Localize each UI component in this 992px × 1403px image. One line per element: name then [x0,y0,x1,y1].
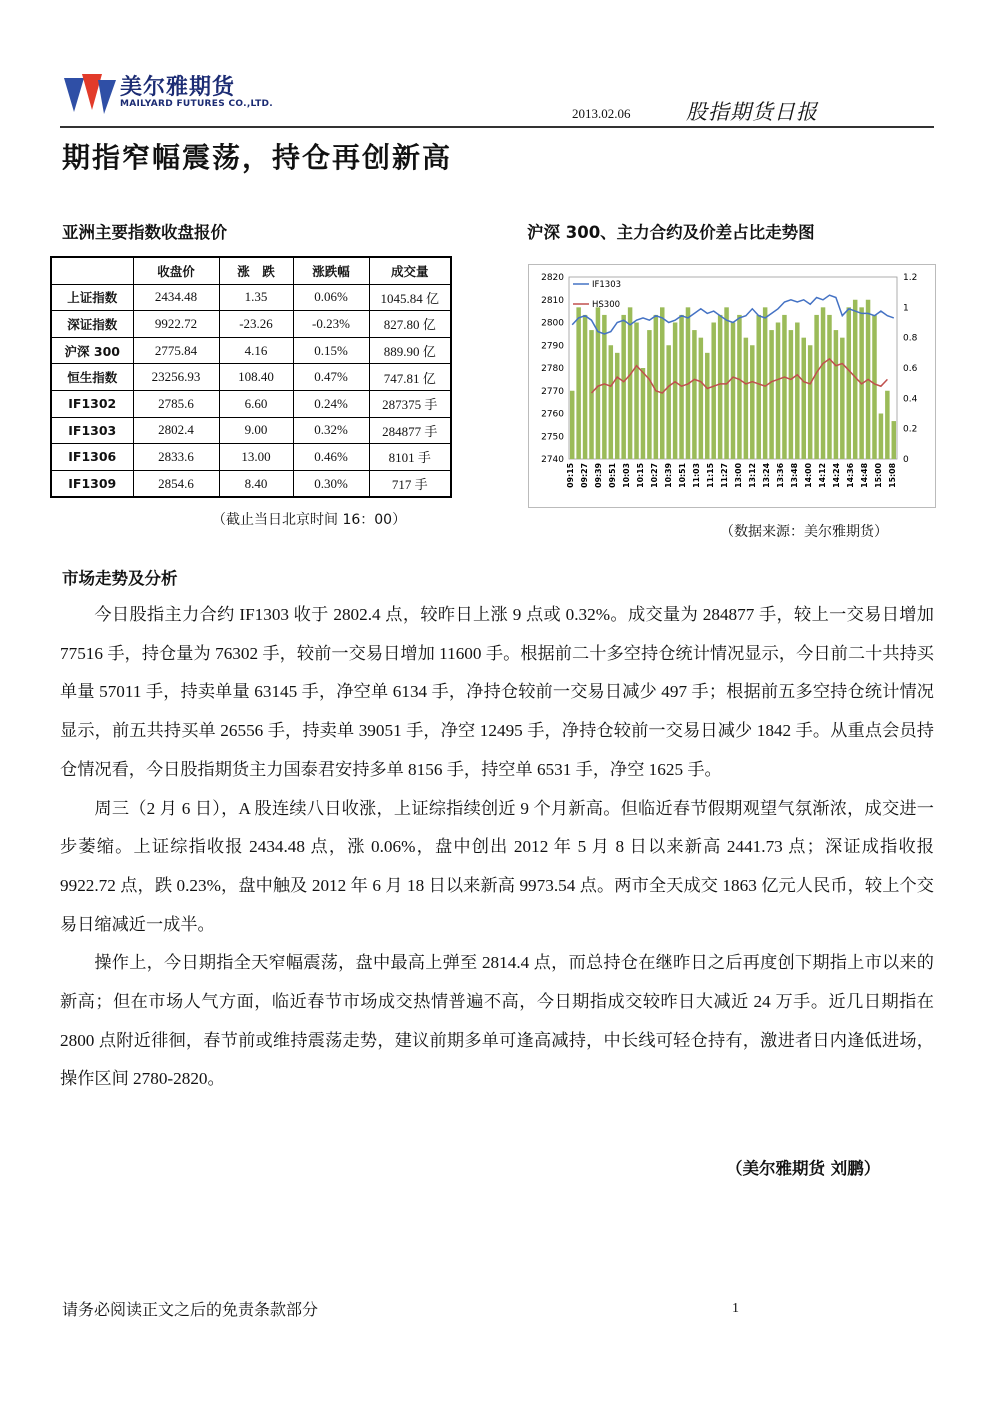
index-change-cell: 13.00 [219,444,293,471]
spread-ratio-bar [892,421,897,459]
index-volume-cell: 284877 手 [369,417,451,444]
y-left-tick-label: 2750 [541,432,564,443]
x-tick-label: 13:00 [734,463,743,488]
report-name: 股指期货日报 [686,100,818,124]
analysis-heading: 市场走势及分析 [62,569,178,588]
x-tick-label: 10:15 [636,463,645,488]
x-tick-label: 10:39 [664,463,673,488]
y-left-tick-label: 2760 [541,409,564,420]
x-tick-label: 09:39 [594,463,603,488]
index-name-cell: 沪深 300 [51,337,133,364]
spread-ratio-bar [737,315,742,459]
spread-ratio-bar [847,307,852,459]
index-close-cell: 2434.48 [133,284,219,311]
x-tick-label: 13:12 [748,463,757,488]
y-right-tick-label: 1 [903,303,909,314]
x-tick-label: 15:00 [874,463,883,488]
index-pct-cell: -0.23% [293,311,369,338]
table-header-row [51,257,451,284]
table-row [51,444,451,471]
report-date: 2013.02.06 [572,106,631,121]
x-tick-label: 13:24 [762,463,771,488]
spread-ratio-bar [795,323,800,460]
page-number: 1 [732,1301,739,1316]
spread-ratio-bar [628,307,633,459]
index-change-cell: -23.26 [219,311,293,338]
table-row [51,417,451,444]
spread-ratio-bar [731,323,736,460]
index-volume-cell: 889.90 亿 [369,337,451,364]
spread-ratio-bar [692,330,697,459]
table-row [51,364,451,391]
header-divider [60,126,934,128]
spread-ratio-bar [711,323,716,460]
x-tick-label: 14:00 [804,463,813,488]
y-left-tick-label: 2780 [541,364,564,374]
disclaimer-note: 请务必阅读正文之后的免责条款部分 [62,1300,319,1319]
spread-ratio-bar [789,330,794,459]
y-left-tick-label: 2740 [541,455,564,465]
spread-ratio-bar [634,323,639,460]
y-left-tick-label: 2810 [541,295,564,306]
spread-ratio-bar [641,368,646,459]
x-tick-label: 14:12 [818,463,827,488]
spread-ratio-bar [589,330,594,459]
index-pct-cell: 0.30% [293,470,369,497]
spread-ratio-bar [660,307,665,459]
index-name-cell: IF1303 [51,417,133,444]
x-tick-label: 14:36 [846,463,855,488]
spread-ratio-bar [673,323,678,460]
index-pct-cell: 0.24% [293,390,369,417]
index-change-cell: 1.35 [219,284,293,311]
index-close-cell: 2854.6 [133,470,219,497]
analysis-paragraph: 今日股指主力合约 IF1303 收于 2802.4 点，较昨日上涨 9 点或 0.32%。成交量为 284877 手，较上一交易日增加 77516 手，持仓量为 76302 手，较前一交易日增加 11600 手。根据前二十多空持仓统计情况显示，今日前二十共持买单量 57011 手，持卖单量 63145 手，净空单 6134 手，净持仓较前一交易日减少 497 手；根据前五多空持仓统计情况显示，前五共持买单 26556 手，持卖单 39051 手，净空 12495 手，净持仓较前一交易日减少 1842 手。从重点会员持仓情况看，今日股指期货主力国泰君安持多单 8156 手，持空单 6531 手，净空 1625 手。 [60,605,934,779]
x-tick-label: 14:48 [860,463,869,488]
index-close-cell: 2802.4 [133,417,219,444]
quotes-heading: 亚洲主要指数收盘报价 [62,223,227,242]
author-signature: （美尔雅期货 刘鹏） [726,1159,881,1178]
index-change-cell: 8.40 [219,470,293,497]
index-pct-cell: 0.06% [293,284,369,311]
table-row [51,390,451,417]
spread-ratio-bar [609,345,614,459]
page-title: 期指窄幅震荡，持仓再创新高 [62,141,453,174]
spread-ratio-bar [750,345,755,459]
spread-ratio-bar [756,315,761,459]
y-right-tick-label: 0.4 [903,394,918,405]
spread-ratio-bar [699,338,704,459]
index-close-cell: 23256.93 [133,364,219,391]
index-name-cell: 深证指数 [51,311,133,338]
spread-ratio-bar [834,330,839,459]
spread-ratio-bar [821,307,826,459]
index-volume-cell: 8101 手 [369,444,451,471]
spread-ratio-bar [808,345,813,459]
spread-ratio-bar [827,315,832,459]
index-close-cell: 9922.72 [133,311,219,338]
index-pct-cell: 0.32% [293,417,369,444]
column-header: 涨跌幅 [293,257,369,284]
analysis-paragraph: 操作上，今日期指全天窄幅震荡，盘中最高上弹至 2814.4 点，而总持仓在继昨日之后再度创下期指上市以来的新高；但在市场人气方面，临近春节市场成交热情普遍不高，今日期指成交较昨日大减近 24 万手。近几日期指在 2800 点附近徘徊，春节前或维持震荡走势，建议前期多单可逢高减持，中长线可轻仓持有，激进者日内逢低进场，操作区间 2780-2820。 [60,953,934,1089]
spread-ratio-bar [814,315,819,459]
x-tick-label: 11:15 [706,463,715,488]
index-name-cell: 恒生指数 [51,364,133,391]
column-header: 涨 跌 [219,257,293,284]
x-tick-label: 13:36 [776,463,785,488]
y-right-tick-label: 0.2 [903,424,918,435]
table-row [51,311,451,338]
x-tick-label: 10:03 [622,463,631,488]
spread-ratio-bar [615,353,620,459]
spread-ratio-bar [801,338,806,459]
chart-source: （数据来源：美尔雅期货） [720,524,888,540]
index-change-cell: 4.16 [219,337,293,364]
quotes-table [50,256,452,498]
table-row [51,284,451,311]
trend-chart [529,265,935,507]
x-tick-label: 10:51 [678,463,687,488]
column-header [51,257,133,284]
index-volume-cell: 1045.84 亿 [369,284,451,311]
y-left-tick-label: 2820 [541,273,564,283]
index-pct-cell: 0.15% [293,337,369,364]
index-close-cell: 2775.84 [133,337,219,364]
spread-ratio-bar [576,307,581,459]
index-name-cell: IF1302 [51,390,133,417]
x-tick-label: 13:48 [790,463,799,488]
index-pct-cell: 0.47% [293,364,369,391]
index-close-cell: 2785.6 [133,390,219,417]
company-logo-icon [62,70,118,118]
column-header: 成交量 [369,257,451,284]
index-volume-cell: 747.81 亿 [369,364,451,391]
analysis-body [60,596,934,1099]
chart-title: 沪深 300、主力合约及价差占比走势图 [527,223,815,242]
index-pct-cell: 0.46% [293,444,369,471]
index-change-cell: 9.00 [219,417,293,444]
spread-ratio-bar [769,330,774,459]
index-change-cell: 6.60 [219,390,293,417]
analysis-paragraph: 周三（2 月 6 日），A 股连续八日收涨，上证综指续创近 9 个月新高。但临近春节假期观望气氛渐浓，成交进一步萎缩。上证综指收报 2434.48 点，涨 0.06%，盘中创出 2012 年 5 月 8 日以来新高 2441.73 点；深证成指收报 9922.72 点，跌 0.23%，盘中触及 2012 年 6 月 18 日以来新高 9973.54 点。两市全天成交 1863 亿元人民币，较上个交易日缩减近一成半。 [60,798,934,934]
spread-ratio-bar [621,315,626,459]
table-row [51,470,451,497]
x-tick-label: 10:27 [650,463,659,488]
x-tick-label: 14:24 [832,463,841,488]
spread-ratio-bar [872,315,877,459]
index-close-cell: 2833.6 [133,444,219,471]
company-name-en: MAILYARD FUTURES CO.,LTD. [120,99,274,109]
y-right-tick-label: 0.6 [903,364,918,374]
legend-if1303-label: IF1303 [592,280,622,290]
y-right-tick-label: 0.8 [903,333,918,344]
legend-hs300-label: HS300 [592,300,621,310]
x-tick-label: 11:03 [692,463,701,488]
x-tick-label: 11:27 [720,463,729,488]
chart-container [528,264,936,508]
spread-ratio-bar [885,391,890,459]
index-volume-cell: 827.80 亿 [369,311,451,338]
quotes-note: （截止当日北京时间 16：00） [212,512,407,528]
y-right-tick-label: 1.2 [903,273,918,283]
spread-ratio-bar [840,338,845,459]
x-tick-label: 15:08 [888,463,897,488]
spread-ratio-bar [647,330,652,459]
x-tick-label: 09:27 [580,463,589,488]
spread-ratio-bar [666,345,671,459]
spread-ratio-bar [583,315,588,459]
y-left-tick-label: 2770 [541,386,564,397]
table-row [51,337,451,364]
spread-ratio-bar [705,353,710,459]
y-left-tick-label: 2800 [541,318,564,329]
y-right-tick-label: 0 [903,455,909,465]
spread-ratio-bar [602,315,607,459]
spread-ratio-bar [718,315,723,459]
spread-ratio-bar [570,391,575,459]
spread-ratio-bar [782,315,787,459]
company-name-cn: 美尔雅期货 [120,75,236,100]
index-name-cell: IF1306 [51,444,133,471]
index-name-cell: 上证指数 [51,284,133,311]
x-tick-label: 09:51 [608,463,617,488]
y-left-tick-label: 2790 [541,341,564,352]
spread-ratio-bar [744,338,749,459]
index-change-cell: 108.40 [219,364,293,391]
spread-ratio-bar [879,414,884,460]
index-volume-cell: 287375 手 [369,390,451,417]
spread-ratio-bar [763,307,768,459]
index-volume-cell: 717 手 [369,470,451,497]
spread-ratio-bar [776,323,781,460]
index-name-cell: IF1309 [51,470,133,497]
column-header: 收盘价 [133,257,219,284]
x-tick-label: 09:15 [566,463,575,488]
